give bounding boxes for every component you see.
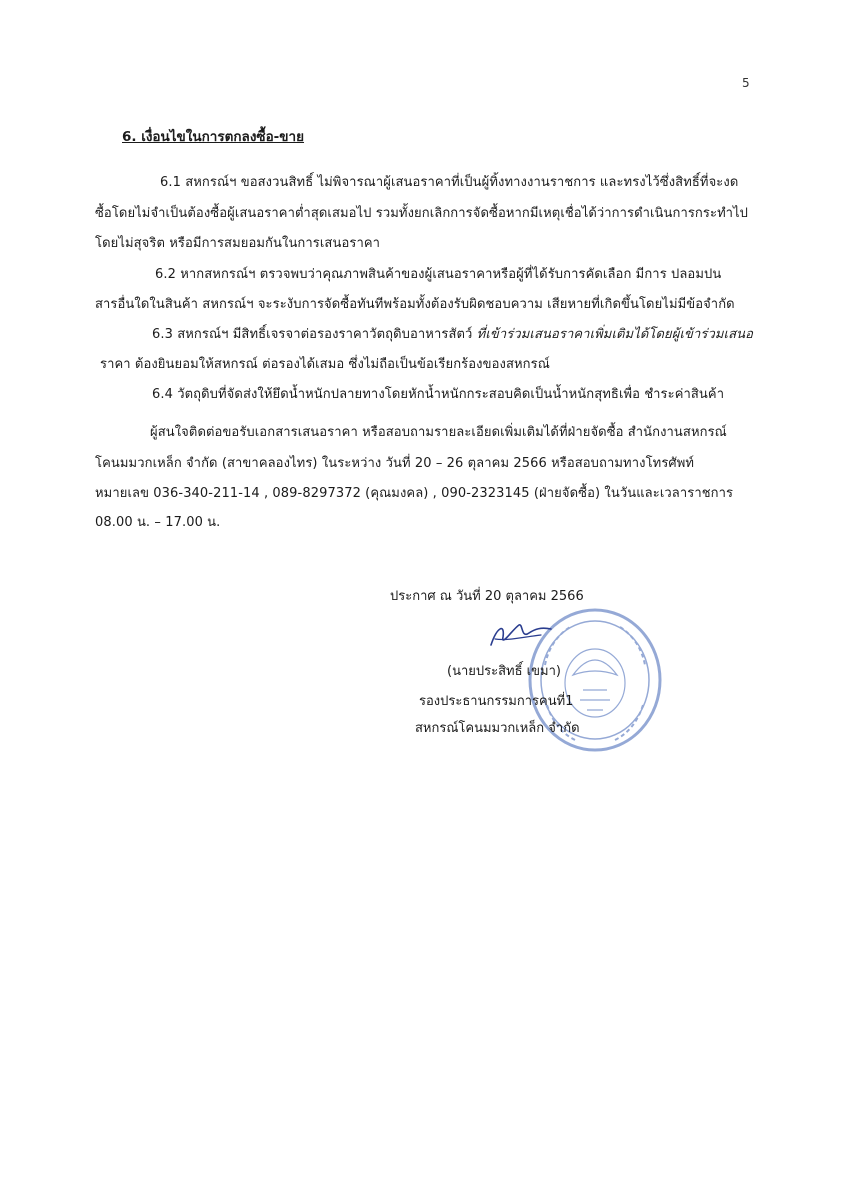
clause-6-2-line-2: สารอื่นใดในสินค้า สหกรณ์ฯ จะระงับการจัดซื้อทันทีพร้อมทั้งต้องรับผิดชอบความ เสียหายที่เกิดขึ้นโดยไม่มีข้อจำกัด: [95, 297, 735, 312]
clause-6-3-text-italic: ที่เข้าร่วมเสนอราคาเพิ่มเติมได้โดยผู้เข้าร่วมเสนอ: [476, 327, 754, 342]
clause-6-2-line-1: 6.2 หากสหกรณ์ฯ ตรวจพบว่าคุณภาพสินค้าของผู้เสนอราคาหรือผู้ที่ได้รับการคัดเลือก มีการ ปลอมปน: [155, 267, 722, 282]
handwritten-signature: [485, 615, 555, 655]
clause-6-4-line-1: 6.4 วัตถุดิบที่จัดส่งให้ยึดน้ำหนักปลายทางโดยหักน้ำหนักกระสอบคิดเป็นน้ำหนักสุทธิเพื่อ ชำระค่าสินค้า: [152, 387, 725, 402]
page-number: 5: [742, 76, 750, 90]
contact-paragraph-line-3: หมายเลข 036-340-211-14 , 089-8297372 (คุณมงคล) , 090-2323145 (ฝ่ายจัดซื้อ) ในวันและเวลาราชการ: [95, 486, 734, 501]
contact-paragraph-line-1: ผู้สนใจติดต่อขอรับเอกสารเสนอราคา หรือสอบถามรายละเอียดเพิ่มเติมได้ที่ฝ่ายจัดซื้อ สำนักงานสหกรณ์: [150, 425, 727, 440]
announcement-date: ประกาศ ณ วันที่ 20 ตุลาคม 2566: [390, 589, 584, 604]
contact-paragraph-line-2: โคนมมวกเหล็ก จำกัด (สาขาคลองไทร) ในระหว่าง วันที่ 20 – 26 ตุลาคม 2566 หรือสอบถามทางโทรศัพท์: [95, 456, 695, 471]
clause-6-1-line-3: โดยไม่สุจริต หรือมีการสมยอมกันในการเสนอราคา: [95, 236, 381, 251]
clause-6-1-line-2: ซื้อโดยไม่จำเป็นต้องซื้อผู้เสนอราคาต่ำสุดเสมอไป รวมทั้งยกเลิกการจัดซื้อหากมีเหตุเชื่อได้ว่าการดำเนินการกระทำไป: [95, 206, 749, 221]
signatory-organization: สหกรณ์โคนมมวกเหล็ก จำกัด: [415, 721, 580, 736]
contact-paragraph-line-4: 08.00 น. – 17.00 น.: [95, 515, 221, 530]
clause-6-1-line-1: 6.1 สหกรณ์ฯ ขอสงวนสิทธิ์ ไม่พิจารณาผู้เสนอราคาที่เป็นผู้ทิ้งทางงานราชการ และทรงไว้ซึ่งสิทธิ์ที่จะงด: [160, 175, 739, 190]
section-heading: 6. เงื่อนไขในการตกลงซื้อ-ขาย: [122, 129, 305, 145]
clause-6-3-line-1: [152, 323, 753, 344]
clause-6-3-line-2: ราคา ต้องยินยอมให้สหกรณ์ ต่อรองได้เสมอ ซึ่งไม่ถือเป็นข้อเรียกร้องของสหกรณ์: [100, 357, 550, 372]
signatory-title: รองประธานกรรมการคนที่1: [419, 694, 574, 709]
clause-6-3-text-start: 6.3 สหกรณ์ฯ มีสิทธิ์เจรจาต่อรองราคาวัตถุดิบอาหารสัตว์: [152, 327, 477, 342]
signatory-name: (นายประสิทธิ์ เขมา): [447, 664, 561, 679]
